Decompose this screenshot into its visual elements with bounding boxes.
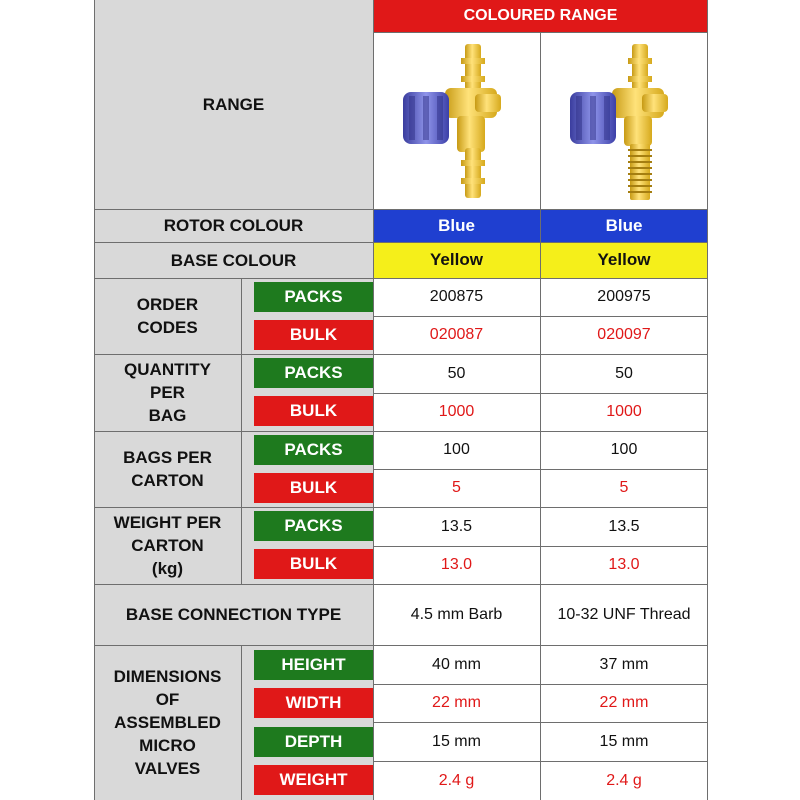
quantity-packs-value-1: 50: [373, 354, 540, 393]
bags-bulk-value-1: 5: [373, 469, 540, 507]
weight-per-carton-label: WEIGHT PER CARTON (kg): [94, 507, 241, 584]
order-codes-label: ORDER CODES: [94, 278, 241, 354]
order-codes-packs-tag: PACKS: [254, 282, 373, 312]
width-value-1: 22 mm: [373, 684, 540, 722]
grid-row: [94, 584, 708, 585]
base-connection-value-2: 10-32 UNF Thread: [540, 584, 708, 645]
base-colour-value-1: Yellow: [373, 242, 540, 278]
grid-row: [373, 316, 708, 317]
weight-packs-value-2: 13.5: [540, 507, 708, 546]
coloured-range-header: COLOURED RANGE: [373, 0, 708, 32]
grid-row: [94, 431, 708, 432]
border-left: [94, 0, 95, 800]
quantity-bulk-value-2: 1000: [540, 393, 708, 431]
depth-value-1: 15 mm: [373, 722, 540, 761]
height-value-2: 37 mm: [540, 645, 708, 684]
rotor-colour-value-1: Blue: [373, 209, 540, 242]
grid-row: [94, 209, 708, 210]
spec-table: [94, 0, 708, 800]
quantity-bulk-tag: BULK: [254, 396, 373, 426]
product-image-cell-2: [540, 32, 708, 209]
grid-col-label: [373, 0, 374, 800]
weight-bulk-tag: BULK: [254, 549, 373, 579]
rotor-colour-label: ROTOR COLOUR: [94, 209, 373, 242]
border-right: [707, 0, 708, 800]
weight-bulk-value-1: 13.0: [373, 546, 540, 584]
weight-tag: WEIGHT: [254, 765, 373, 795]
depth-value-2: 15 mm: [540, 722, 708, 761]
base-colour-value-2: Yellow: [540, 242, 708, 278]
rotor-colour-value-2: Blue: [540, 209, 708, 242]
bags-bulk-value-2: 5: [540, 469, 708, 507]
height-tag: HEIGHT: [254, 650, 373, 680]
quantity-bulk-value-1: 1000: [373, 393, 540, 431]
grid-row: [373, 393, 708, 394]
grid-col-tags-dim: [241, 645, 242, 800]
weight-value-2: 2.4 g: [540, 761, 708, 800]
order-codes-bulk-value-1: 020087: [373, 316, 540, 354]
grid-row: [373, 722, 708, 723]
width-value-2: 22 mm: [540, 684, 708, 722]
bags-packs-value-2: 100: [540, 431, 708, 469]
grid-row: [373, 546, 708, 547]
grid-row: [94, 507, 708, 508]
bags-packs-value-1: 100: [373, 431, 540, 469]
order-codes-packs-value-2: 200975: [540, 278, 708, 316]
weight-packs-tag: PACKS: [254, 511, 373, 541]
grid-row: [373, 761, 708, 762]
height-value-1: 40 mm: [373, 645, 540, 684]
width-tag: WIDTH: [254, 688, 373, 718]
grid-row: [94, 645, 708, 646]
grid-row: [94, 242, 708, 243]
order-codes-packs-value-1: 200875: [373, 278, 540, 316]
quantity-packs-tag: PACKS: [254, 358, 373, 388]
dimensions-label: DIMENSIONS OF ASSEMBLED MICRO VALVES: [94, 645, 241, 800]
base-connection-value-1: 4.5 mm Barb: [373, 584, 540, 645]
bags-per-carton-label: BAGS PER CARTON: [94, 431, 241, 507]
weight-value-1: 2.4 g: [373, 761, 540, 800]
product-image-cell-1: [373, 32, 540, 209]
quantity-packs-value-2: 50: [540, 354, 708, 393]
weight-bulk-value-2: 13.0: [540, 546, 708, 584]
micro-valve-thread-icon: [554, 36, 694, 206]
range-header: RANGE: [94, 0, 373, 209]
base-colour-label: BASE COLOUR: [94, 242, 373, 278]
bags-packs-tag: PACKS: [254, 435, 373, 465]
order-codes-bulk-tag: BULK: [254, 320, 373, 350]
grid-row: [373, 32, 708, 33]
bags-bulk-tag: BULK: [254, 473, 373, 503]
weight-packs-value-1: 13.5: [373, 507, 540, 546]
depth-tag: DEPTH: [254, 727, 373, 757]
micro-valve-barb-icon: [387, 36, 527, 206]
grid-row: [94, 354, 708, 355]
quantity-per-bag-label: QUANTITY PER BAG: [94, 354, 241, 431]
order-codes-bulk-value-2: 020097: [540, 316, 708, 354]
base-connection-type-label: BASE CONNECTION TYPE: [94, 584, 373, 645]
grid-row: [94, 278, 708, 279]
grid-row: [373, 684, 708, 685]
grid-row: [373, 469, 708, 470]
